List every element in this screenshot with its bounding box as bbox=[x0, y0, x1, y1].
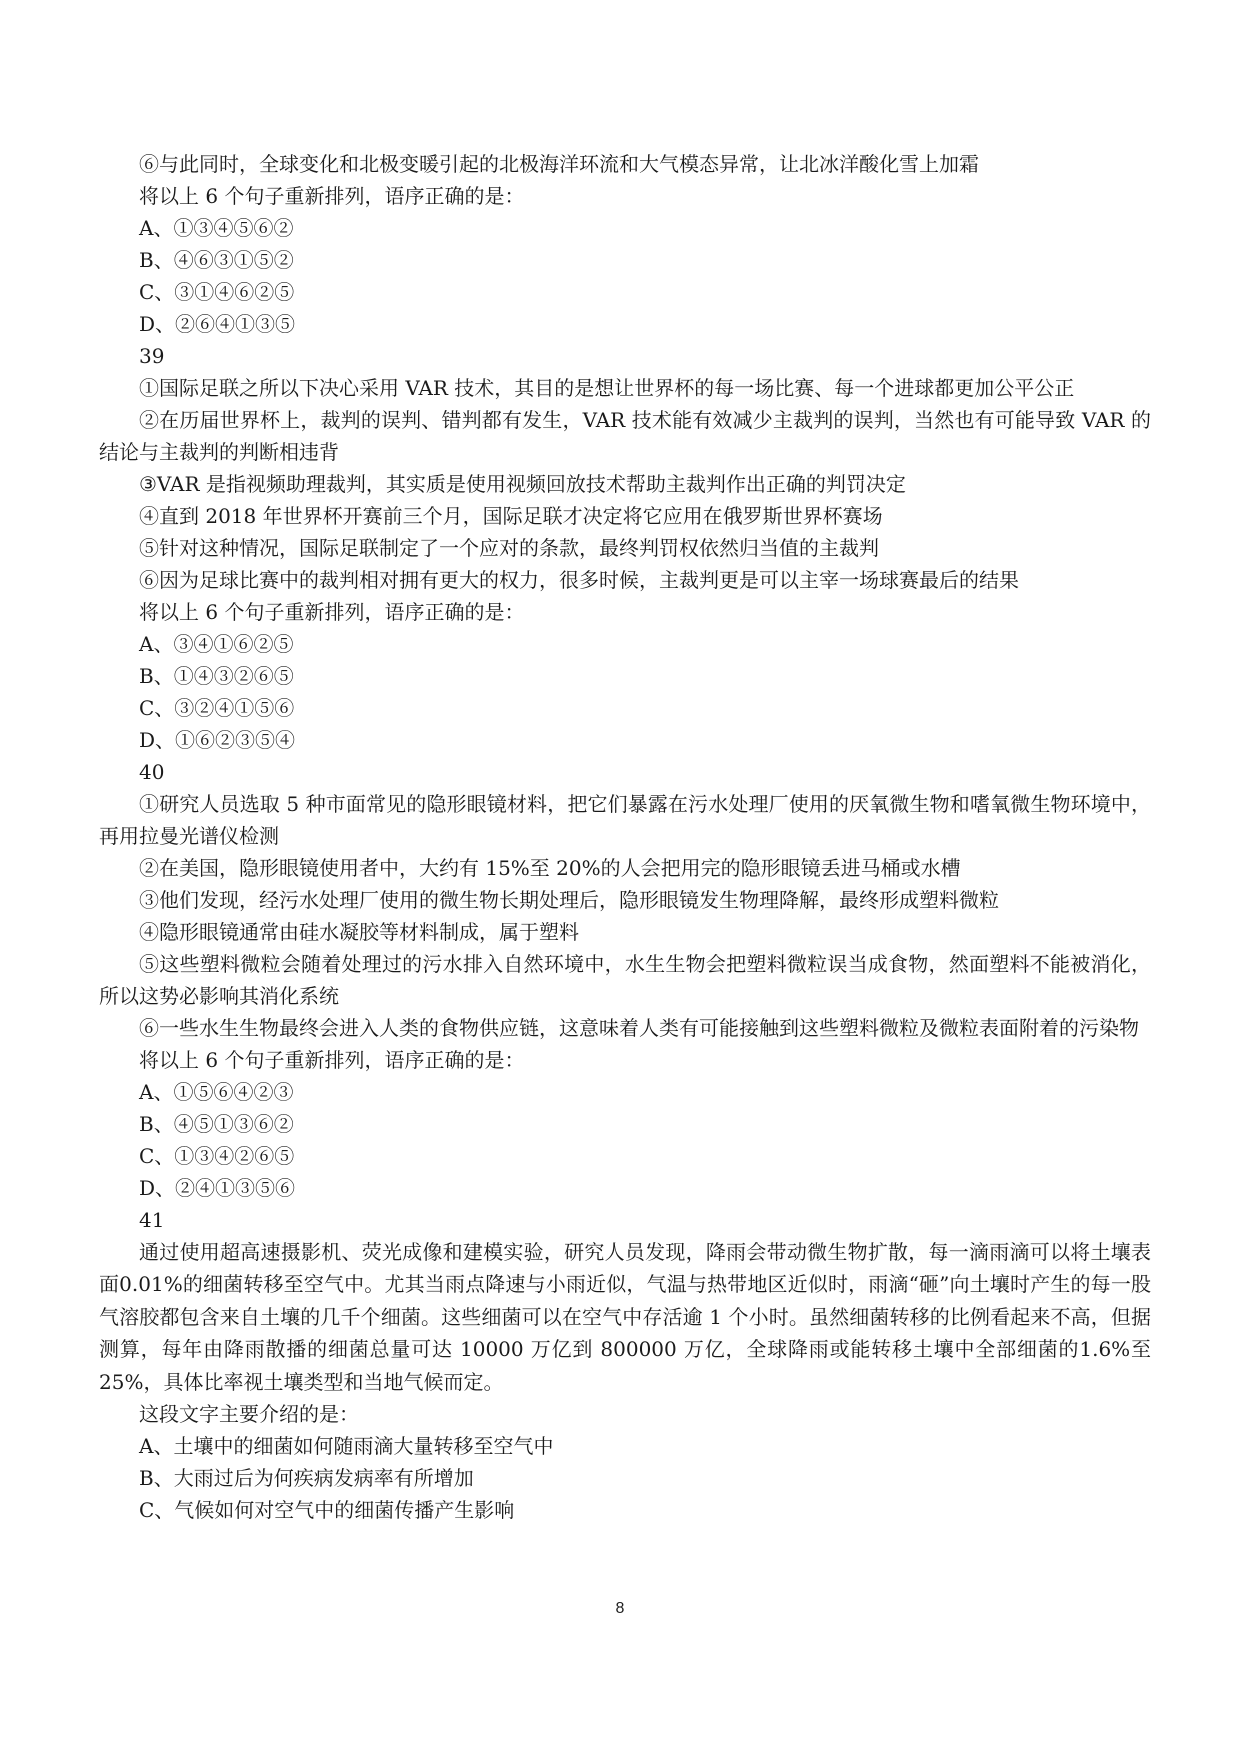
q39-option-d: D、①⑥②③⑤④ bbox=[139, 728, 296, 752]
q41-option-b: B、大雨过后为何疾病发病率有所增加 bbox=[139, 1466, 474, 1491]
q41-number: 41 bbox=[139, 1208, 165, 1232]
document-body bbox=[99, 148, 1151, 1526]
q40-sentence-6: ⑥一些水生生物最终会进入人类的食物供应链，这意味着人类有可能接触到这些塑料微粒及微粒表面附着的污染物 bbox=[139, 1016, 1139, 1040]
q40-option-c: C、①③④②⑥⑤ bbox=[139, 1144, 295, 1168]
q40-sentence-5: ⑤这些塑料微粒会随着处理过的污水排入自然环境中，水生生物会把塑料微粒误当成食物，然面塑料不能被消化，所以这势必影响其消化系统 bbox=[99, 952, 1151, 1008]
q38-option-d: D、②⑥④①③⑤ bbox=[139, 312, 296, 336]
q39-sentence-4: ④直到 2018 年世界杯开赛前三个月，国际足联才决定将它应用在俄罗斯世界杯赛场 bbox=[139, 504, 883, 528]
q40-sentence-1: ①研究人员选取 5 种市面常见的隐形眼镜材料，把它们暴露在污水处理厂使用的厌氧微生物和嗜氧微生物环境中，再用拉曼光谱仪检测 bbox=[99, 792, 1151, 848]
q38-option-b: B、④⑥③①⑤② bbox=[139, 248, 294, 272]
q38-option-a: A、①③④⑤⑥② bbox=[139, 216, 294, 240]
q38-sentence-6: ⑥与此同时，全球变化和北极变暖引起的北极海洋环流和大气模态异常，让北冰洋酸化雪上加霜 bbox=[139, 152, 979, 176]
page-number: 8 bbox=[615, 1600, 625, 1617]
q38-option-c: C、③①④⑥②⑤ bbox=[139, 280, 295, 304]
q39-number: 39 bbox=[139, 344, 165, 368]
q40-sentence-2: ②在美国，隐形眼镜使用者中，大约有 15%至 20%的人会把用完的隐形眼镜丢进马桶或水槽 bbox=[139, 856, 961, 880]
q38-prompt: 将以上 6 个句子重新排列，语序正确的是： bbox=[139, 184, 525, 208]
q39-prompt: 将以上 6 个句子重新排列，语序正确的是： bbox=[139, 600, 525, 624]
q41-passage: 通过使用超高速摄影机、荧光成像和建模实验，研究人员发现，降雨会带动微生物扩散，每一滴雨滴可以将土壤表面0.01%的细菌转移至空气中。尤其当雨点降速与小雨近似，气温与热带地区近似时，雨滴“砸”向土壤时产生的每一股气溶胶都包含来自土壤的几千个细菌。这些细菌可以在空气中存活逾 1 个小时。虽然细菌转移的比例看起来不高，但据测算，每年由降雨散播的细菌总量可达 10000 万亿到 800000 万亿，全球降雨或能转移土壤中全部细菌的1.6%至25%，具体比率视土壤类型和当地气候而定。 bbox=[99, 1240, 1151, 1394]
q39-sentence-5: ⑤针对这种情况，国际足联制定了一个应对的条款，最终判罚权依然归当值的主裁判 bbox=[139, 536, 879, 560]
q39-sentence-6: ⑥因为足球比赛中的裁判相对拥有更大的权力，很多时候，主裁判更是可以主宰一场球赛最后的结果 bbox=[139, 568, 1019, 592]
q40-option-a: A、①⑤⑥④②③ bbox=[139, 1080, 294, 1104]
q39-sentence-3: ③VAR 是指视频助理裁判，其实质是使用视频回放技术帮助主裁判作出正确的判罚决定 bbox=[139, 472, 906, 496]
q39-option-a: A、③④①⑥②⑤ bbox=[139, 632, 294, 656]
q40-sentence-4: ④隐形眼镜通常由硅水凝胶等材料制成，属于塑料 bbox=[139, 920, 579, 944]
q41-option-a: A、土壤中的细菌如何随雨滴大量转移至空气中 bbox=[139, 1434, 554, 1459]
q40-option-b: B、④⑤①③⑥② bbox=[139, 1112, 294, 1136]
q40-prompt: 将以上 6 个句子重新排列，语序正确的是： bbox=[139, 1048, 525, 1072]
q39-option-b: B、①④③②⑥⑤ bbox=[139, 664, 294, 688]
q40-sentence-3: ③他们发现，经污水处理厂使用的微生物长期处理后，隐形眼镜发生物理降解，最终形成塑料微粒 bbox=[139, 888, 999, 912]
q39-option-c: C、③②④①⑤⑥ bbox=[139, 696, 295, 720]
q41-option-c: C、气候如何对空气中的细菌传播产生影响 bbox=[139, 1498, 515, 1523]
q40-option-d: D、②④①③⑤⑥ bbox=[139, 1176, 296, 1200]
q39-sentence-2: ②在历届世界杯上，裁判的误判、错判都有发生，VAR 技术能有效减少主裁判的误判，当然也有可能导致 VAR 的结论与主裁判的判断相违背 bbox=[99, 408, 1151, 464]
q41-prompt: 这段文字主要介绍的是： bbox=[139, 1402, 359, 1427]
q39-sentence-1: ①国际足联之所以下决心采用 VAR 技术，其目的是想让世界杯的每一场比赛、每一个进球都更加公平公正 bbox=[139, 376, 1075, 400]
q40-number: 40 bbox=[139, 760, 165, 784]
